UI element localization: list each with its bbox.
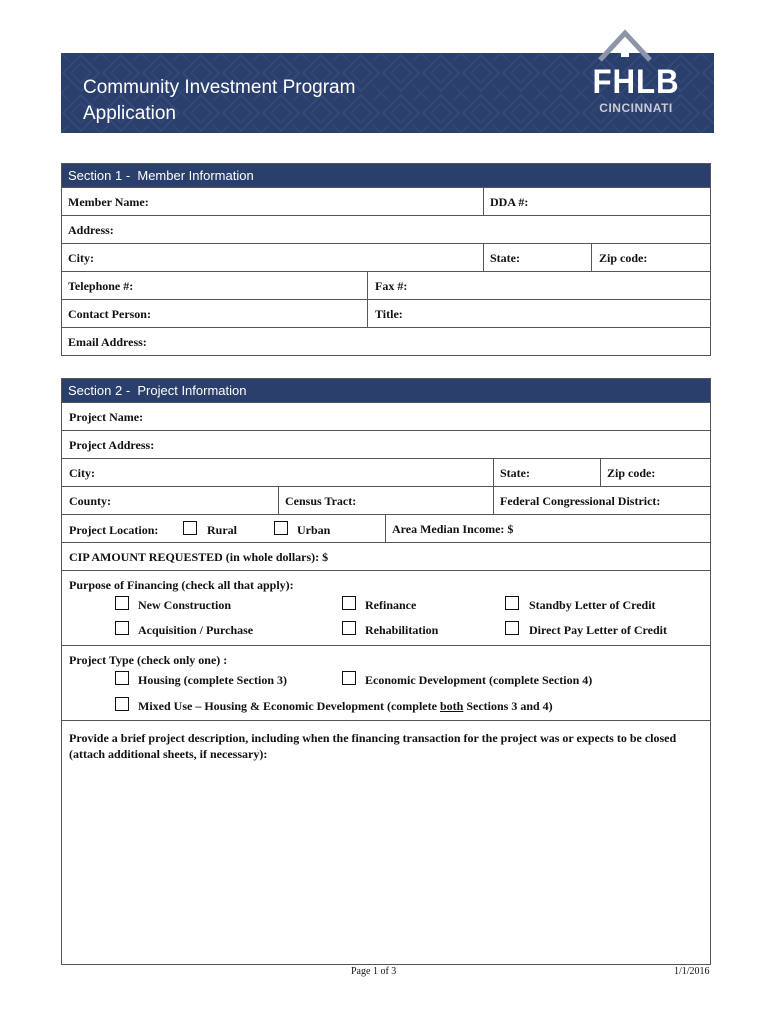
census-tract-field[interactable] bbox=[278, 487, 494, 514]
refinance-label: Refinance bbox=[365, 598, 417, 612]
rural-label: Rural bbox=[207, 523, 237, 537]
housing-label: Housing (complete Section 3) bbox=[138, 673, 287, 687]
project-zip-field[interactable] bbox=[600, 459, 710, 486]
rehabilitation-checkbox[interactable] bbox=[342, 621, 356, 635]
fax-label: Fax #: bbox=[375, 279, 408, 293]
standby-letter-of-credit-label: Standby Letter of Credit bbox=[529, 598, 656, 612]
row-project-city-state-zip bbox=[62, 458, 710, 486]
section-2-project-information bbox=[61, 378, 711, 965]
dda-field[interactable] bbox=[483, 188, 710, 215]
fhlb-roof-icon bbox=[596, 27, 654, 63]
address-label: Address: bbox=[68, 223, 114, 237]
project-city-label: City: bbox=[69, 466, 95, 480]
city-label: City: bbox=[68, 251, 94, 265]
document-title-line-2: Application bbox=[83, 103, 176, 124]
email-label: Email Address: bbox=[68, 335, 147, 349]
row-member-name bbox=[62, 187, 710, 215]
cip-amount-label: CIP AMOUNT REQUESTED (in whole dollars): $ bbox=[69, 550, 329, 564]
economic-development-label: Economic Development (complete Section 4) bbox=[365, 673, 593, 687]
project-zip-label: Zip code: bbox=[607, 466, 656, 480]
row-project-name bbox=[62, 402, 710, 430]
project-name-label: Project Name: bbox=[69, 410, 144, 424]
direct-pay-letter-of-credit-label: Direct Pay Letter of Credit bbox=[529, 623, 667, 637]
acquisition-purchase-checkbox[interactable] bbox=[115, 621, 129, 635]
census-tract-label: Census Tract: bbox=[285, 494, 357, 508]
mixed-use-label-prefix: Mixed Use – Housing & Economic Development (complete bbox=[138, 699, 440, 713]
page-number: Page 1 of 3 bbox=[351, 966, 397, 977]
direct-pay-letter-of-credit-checkbox[interactable] bbox=[505, 621, 519, 635]
city-field[interactable] bbox=[62, 244, 483, 271]
row-project-address bbox=[62, 430, 710, 458]
member-name-label: Member Name: bbox=[68, 195, 149, 209]
congressional-district-label: Federal Congressional District: bbox=[500, 494, 661, 508]
cip-amount-field[interactable] bbox=[62, 543, 710, 570]
fhlb-logo-subtext: CINCINNATI bbox=[599, 101, 673, 115]
project-state-label: State: bbox=[500, 466, 530, 480]
project-type-label: Project Type (check only one) : bbox=[69, 653, 228, 667]
purpose-of-financing-label: Purpose of Financing (check all that apply): bbox=[69, 578, 294, 592]
telephone-label: Telephone #: bbox=[68, 279, 134, 293]
document-title-line-1: Community Investment Program bbox=[83, 77, 356, 98]
project-city-field[interactable] bbox=[62, 459, 493, 486]
row-purpose-of-financing bbox=[62, 570, 710, 645]
footer-date: 1/1/2016 bbox=[674, 966, 710, 977]
row-county-census-district bbox=[62, 486, 710, 514]
project-address-label: Project Address: bbox=[69, 438, 155, 452]
contact-person-field[interactable] bbox=[62, 300, 367, 327]
row-location-income bbox=[62, 514, 710, 542]
housing-checkbox[interactable] bbox=[115, 671, 129, 685]
standby-letter-of-credit-checkbox[interactable] bbox=[505, 596, 519, 610]
row-telephone-fax bbox=[62, 271, 710, 299]
mixed-use-label bbox=[138, 699, 553, 713]
project-description-field[interactable] bbox=[62, 720, 710, 964]
new-construction-label: New Construction bbox=[138, 598, 231, 612]
area-median-income-field[interactable] bbox=[385, 515, 710, 542]
section-2-header: Section 2 - Project Information bbox=[62, 379, 710, 402]
fax-field[interactable] bbox=[367, 272, 710, 299]
telephone-field[interactable] bbox=[62, 272, 367, 299]
state-label: State: bbox=[490, 251, 520, 265]
row-contact-title bbox=[62, 299, 710, 327]
row-city-state-zip bbox=[62, 243, 710, 271]
mixed-use-label-suffix: Sections 3 and 4) bbox=[463, 699, 553, 713]
project-description-prompt: Provide a brief project description, including when the financing transaction for the project was or expects to be closed (attach additional sheets, if necessary): bbox=[69, 731, 677, 761]
refinance-checkbox[interactable] bbox=[342, 596, 356, 610]
member-name-field[interactable] bbox=[62, 188, 483, 215]
contact-person-label: Contact Person: bbox=[68, 307, 151, 321]
county-label: County: bbox=[69, 494, 112, 508]
address-field[interactable] bbox=[62, 216, 710, 243]
project-state-field[interactable] bbox=[493, 459, 601, 486]
row-address bbox=[62, 215, 710, 243]
title-label: Title: bbox=[375, 307, 403, 321]
row-project-type bbox=[62, 645, 710, 720]
section-1-member-information bbox=[61, 163, 711, 356]
row-cip-amount bbox=[62, 542, 710, 570]
dda-label: DDA #: bbox=[490, 195, 529, 209]
congressional-district-field[interactable] bbox=[493, 487, 710, 514]
email-field[interactable] bbox=[62, 328, 710, 355]
urban-checkbox[interactable] bbox=[274, 521, 288, 535]
row-email bbox=[62, 327, 710, 355]
acquisition-purchase-label: Acquisition / Purchase bbox=[138, 623, 254, 637]
section-1-header: Section 1 - Member Information bbox=[62, 164, 710, 187]
zip-field[interactable] bbox=[591, 244, 710, 271]
zip-label: Zip code: bbox=[599, 251, 648, 265]
project-address-field[interactable] bbox=[62, 431, 710, 458]
mixed-use-label-both: both bbox=[439, 699, 464, 713]
project-name-field[interactable] bbox=[62, 403, 710, 430]
new-construction-checkbox[interactable] bbox=[115, 596, 129, 610]
economic-development-checkbox[interactable] bbox=[342, 671, 356, 685]
rural-checkbox[interactable] bbox=[183, 521, 197, 535]
title-field[interactable] bbox=[367, 300, 710, 327]
county-field[interactable] bbox=[62, 487, 278, 514]
project-location-label: Project Location: bbox=[69, 523, 159, 537]
state-field[interactable] bbox=[483, 244, 592, 271]
project-location-group bbox=[62, 515, 385, 542]
rehabilitation-label: Rehabilitation bbox=[365, 623, 439, 637]
urban-label: Urban bbox=[297, 523, 331, 537]
mixed-use-checkbox[interactable] bbox=[115, 697, 129, 711]
area-median-income-label: Area Median Income: $ bbox=[392, 522, 514, 536]
fhlb-logo-text: FHLB bbox=[592, 63, 680, 101]
document-title bbox=[83, 75, 355, 127]
